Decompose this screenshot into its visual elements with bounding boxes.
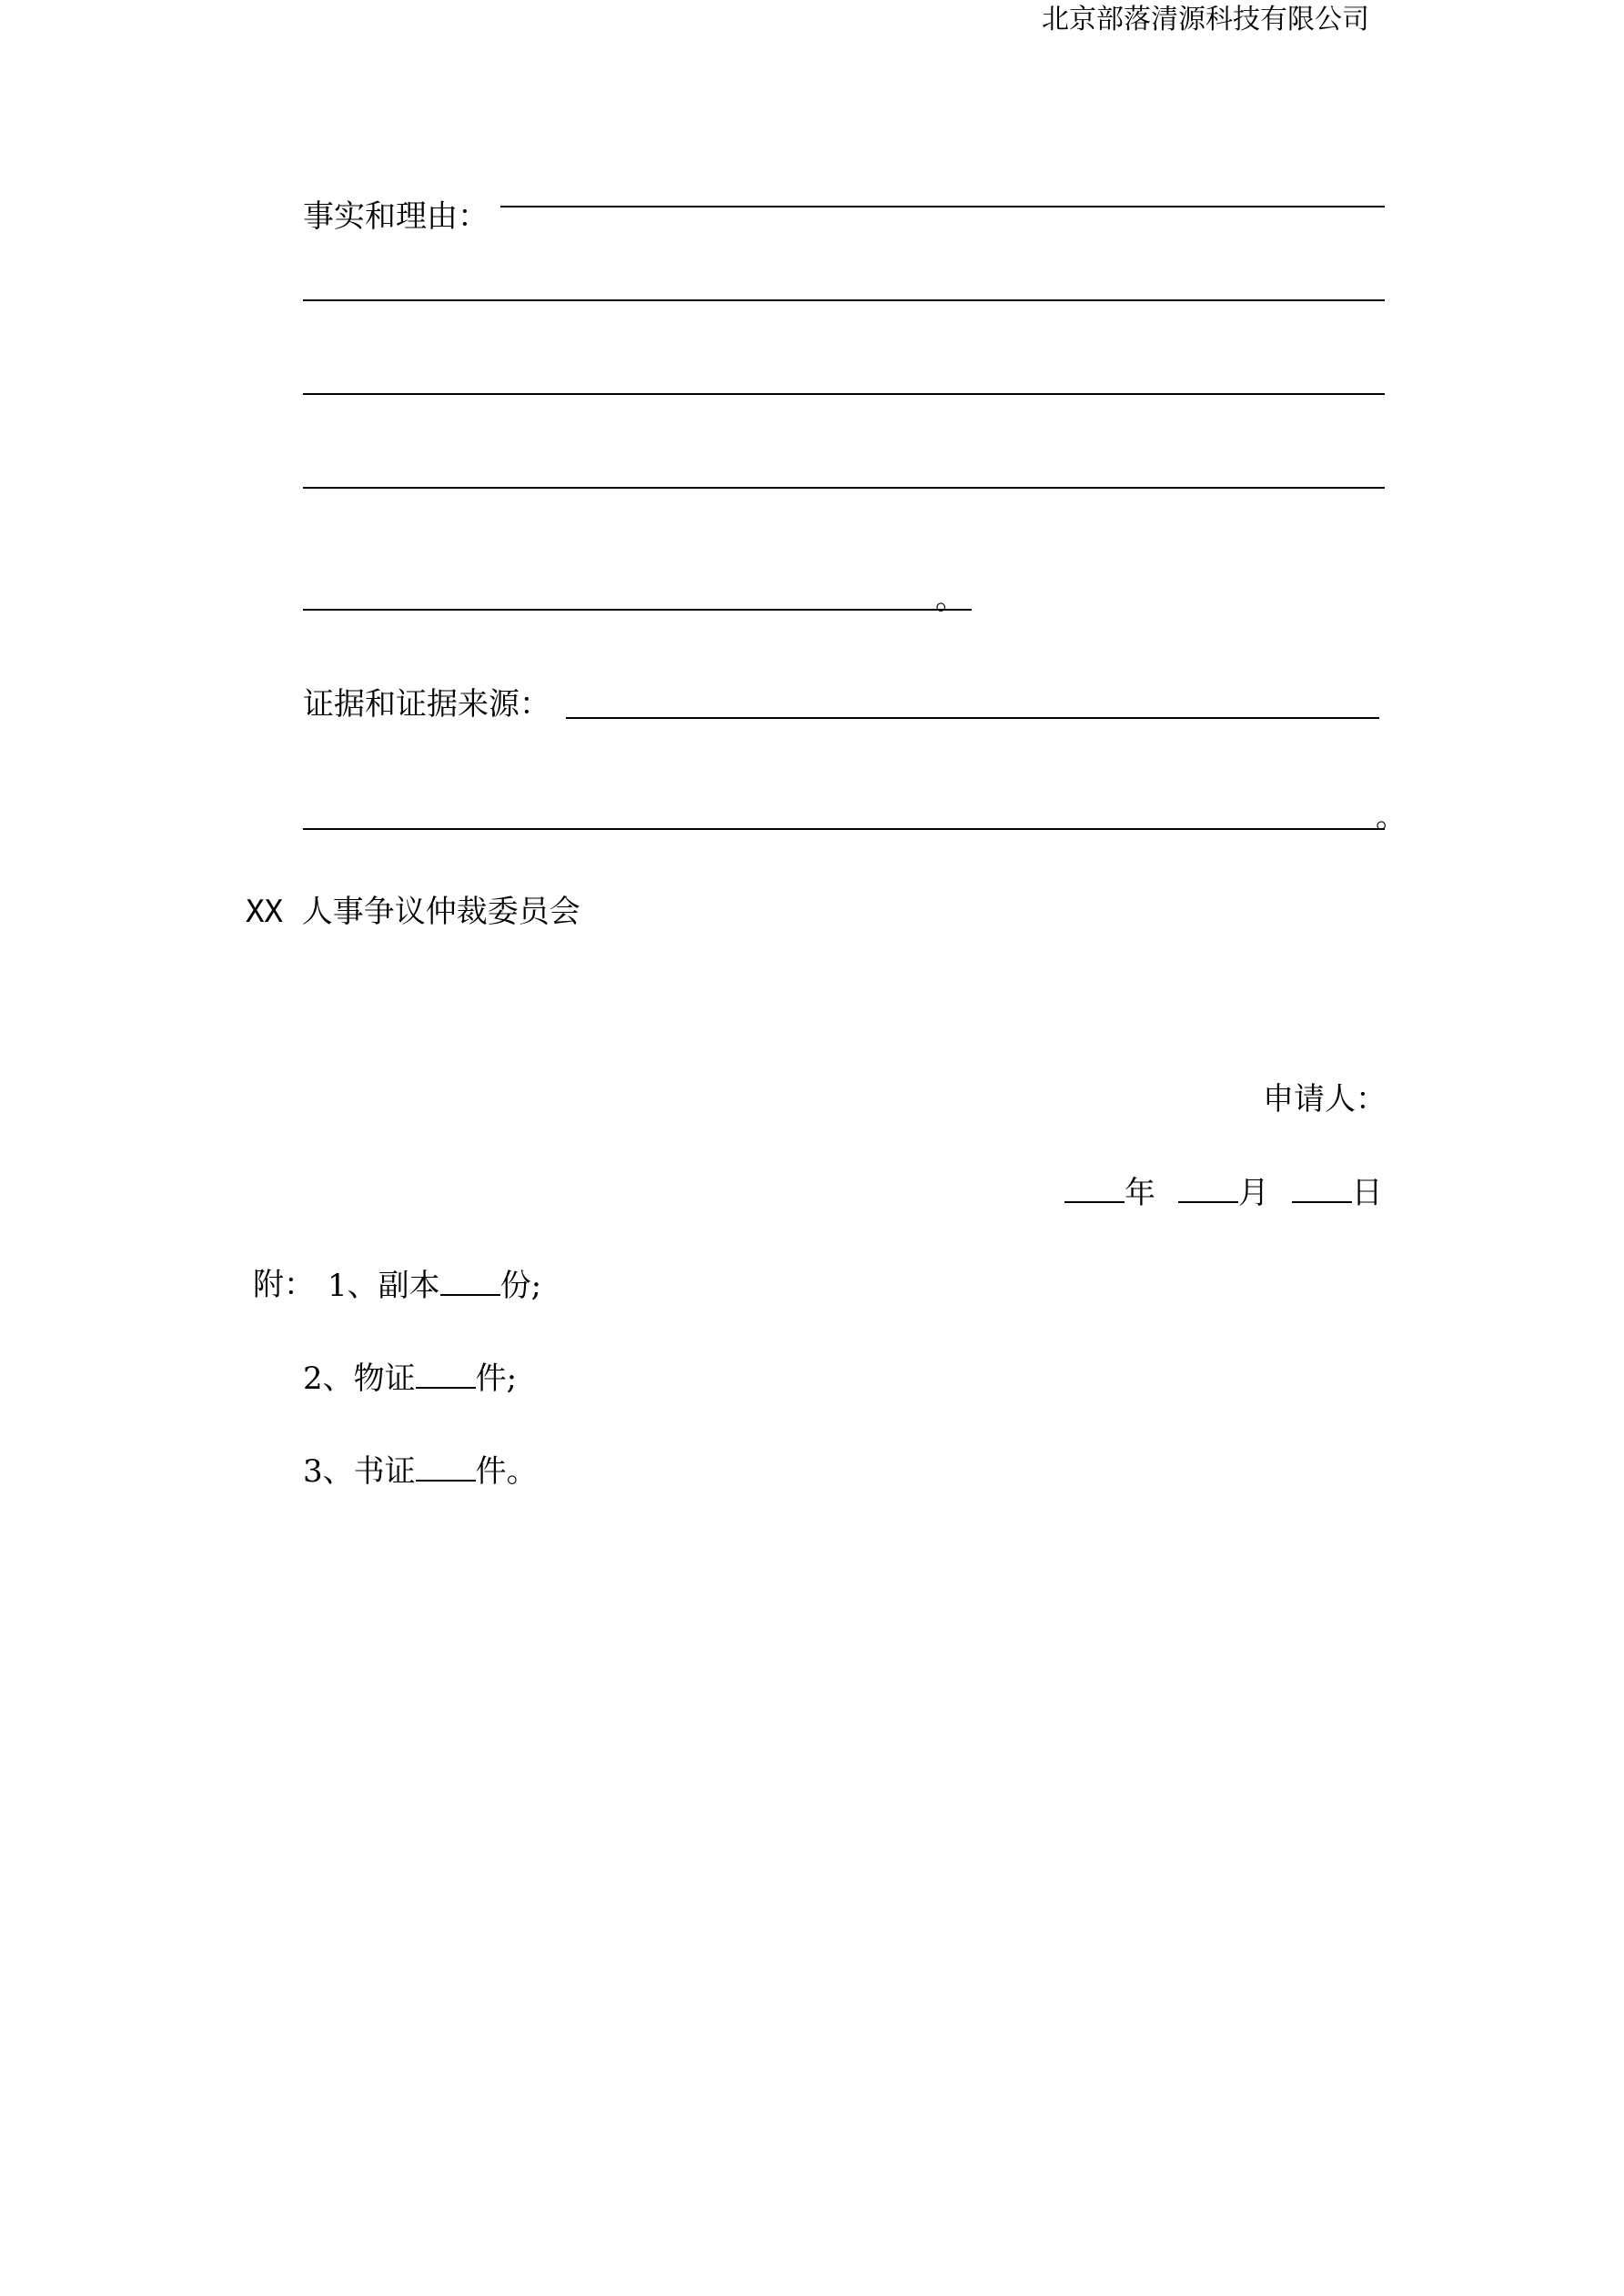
copies-blank[interactable] [440, 1267, 500, 1296]
attachment-1-suffix: 份; [499, 1268, 542, 1304]
committee-title: 人事争议仲裁委员会 [301, 894, 580, 930]
attachments-title: 附： [253, 1267, 315, 1303]
facts-line-1[interactable] [500, 206, 1385, 207]
day-label: 日 [1351, 1175, 1383, 1211]
facts-end-mark: 。 [935, 581, 966, 617]
attachment-item-3 [303, 1452, 538, 1490]
evidence-line-2[interactable] [303, 828, 1385, 830]
attachment-item-2 [303, 1360, 517, 1397]
evidence-end-mark: 。 [1376, 799, 1407, 835]
facts-line-5[interactable] [303, 609, 972, 611]
company-name: 北京部落清源科技有限公司 [1042, 4, 1369, 35]
month-blank[interactable] [1178, 1174, 1238, 1203]
attachment-1-prefix: 1、副本 [328, 1268, 440, 1304]
evidence-line-1[interactable] [566, 717, 1379, 719]
committee-prefix: XX [246, 894, 283, 930]
evidence-label: 证据和证据来源： [303, 686, 550, 723]
physical-evidence-blank[interactable] [416, 1360, 476, 1389]
attachment-3-prefix: 3、书证 [303, 1453, 416, 1490]
applicant-label: 申请人： [1263, 1081, 1387, 1118]
facts-line-4[interactable] [303, 487, 1385, 489]
facts-label: 事实和理由： [303, 198, 489, 235]
attachment-3-suffix: 件。 [475, 1453, 538, 1490]
attachment-item-1 [328, 1267, 541, 1304]
year-label: 年 [1125, 1175, 1155, 1211]
day-blank[interactable] [1292, 1174, 1352, 1203]
attachment-2-suffix: 件; [475, 1360, 518, 1397]
documentary-evidence-blank[interactable] [416, 1452, 476, 1482]
facts-line-3[interactable] [303, 393, 1385, 395]
date-row [1064, 1174, 1383, 1211]
facts-line-2[interactable] [303, 299, 1385, 301]
month-label: 月 [1237, 1175, 1269, 1211]
page-header [1042, 4, 1369, 36]
attachment-2-prefix: 2、物证 [303, 1360, 416, 1397]
committee-name [246, 894, 580, 930]
year-blank[interactable] [1064, 1174, 1125, 1203]
